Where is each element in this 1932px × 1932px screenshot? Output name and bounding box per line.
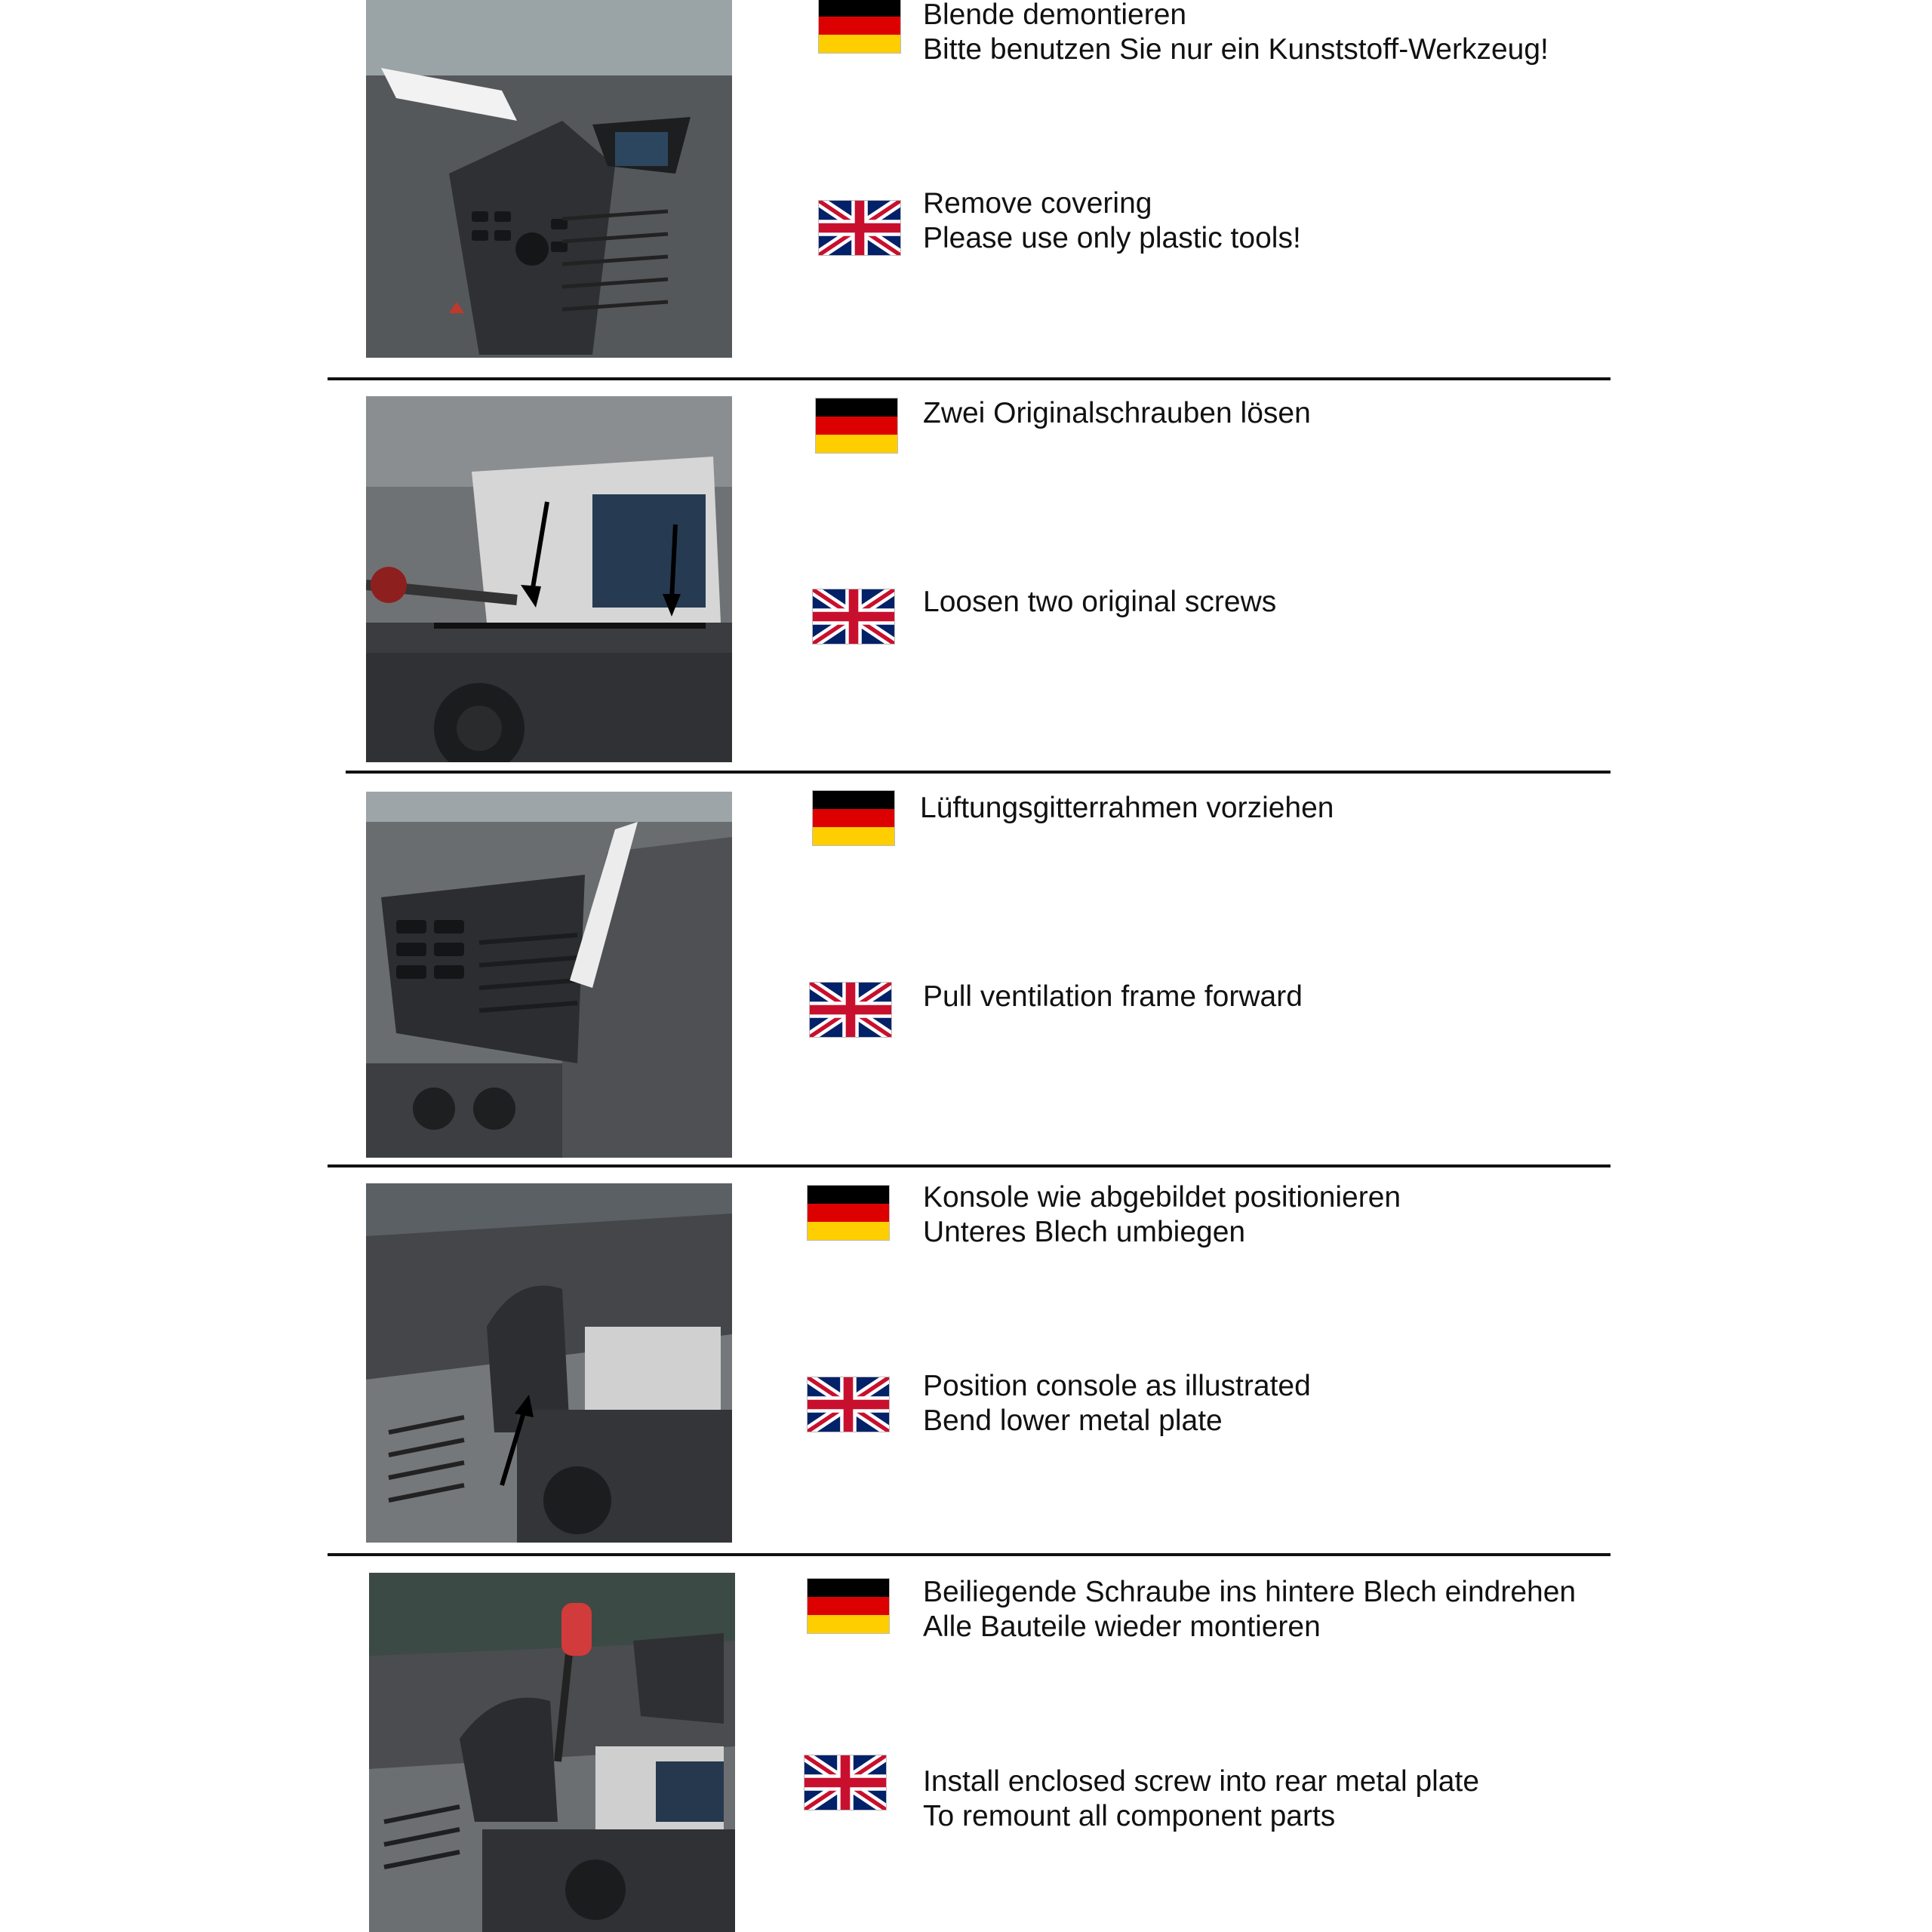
uk-flag-icon (813, 589, 894, 644)
instruction-line: Bend lower metal plate (923, 1404, 1223, 1437)
step-3-german-text (920, 791, 1334, 826)
instruction-line: Beiliegende Schraube ins hintere Blech eindrehen (923, 1576, 1577, 1608)
instruction-line: Position console as illustrated (923, 1370, 1311, 1402)
step-1-german-text (923, 0, 1549, 67)
step-4-german-text (923, 1180, 1401, 1250)
step-divider (328, 1553, 1611, 1556)
german-flag-icon (819, 0, 900, 53)
instruction-line: Alle Bauteile wieder montieren (923, 1611, 1321, 1643)
uk-flag-icon (819, 201, 900, 255)
step-divider (328, 377, 1611, 380)
step-4-english-text (923, 1369, 1311, 1438)
step-3-english-text (923, 980, 1303, 1014)
german-flag-icon (816, 398, 897, 453)
screw-install-photo (369, 1573, 735, 1932)
instruction-line: Loosen two original screws (923, 586, 1277, 618)
step-5-english-text (923, 1764, 1479, 1834)
instruction-line: Unteres Blech umbiegen (923, 1216, 1246, 1248)
german-flag-icon (808, 1186, 889, 1240)
step-divider (328, 1164, 1611, 1168)
instruction-line: Lüftungsgitterrahmen vorziehen (920, 792, 1334, 824)
instruction-line: Bitte benutzen Sie nur ein Kunststoff-Werkzeug! (923, 33, 1549, 66)
step-5-german-text (923, 1575, 1576, 1644)
instruction-line: Konsole wie abgebildet positionieren (923, 1181, 1401, 1214)
instruction-line: Blende demontieren (923, 0, 1187, 31)
console-position-photo (366, 1183, 732, 1543)
step-2-german-text (923, 396, 1311, 431)
instruction-line: Pull ventilation frame forward (923, 980, 1303, 1013)
original-screws-photo (366, 396, 732, 762)
step-2-english-text (923, 585, 1276, 620)
german-flag-icon (808, 1579, 889, 1633)
instruction-line: Please use only plastic tools! (923, 222, 1301, 254)
ventilation-frame-photo (366, 792, 732, 1158)
step-divider (346, 771, 1611, 774)
german-flag-icon (813, 791, 894, 845)
uk-flag-icon (808, 1377, 889, 1432)
instruction-line: Remove covering (923, 187, 1152, 220)
dashboard-bezel-removal-photo (366, 0, 732, 358)
step-1-english-text (923, 186, 1301, 256)
uk-flag-icon (810, 983, 891, 1037)
instruction-line: Install enclosed screw into rear metal plate (923, 1765, 1480, 1798)
instruction-line: Zwei Originalschrauben lösen (923, 397, 1311, 429)
uk-flag-icon (804, 1755, 886, 1810)
instruction-line: To remount all component parts (923, 1800, 1336, 1832)
